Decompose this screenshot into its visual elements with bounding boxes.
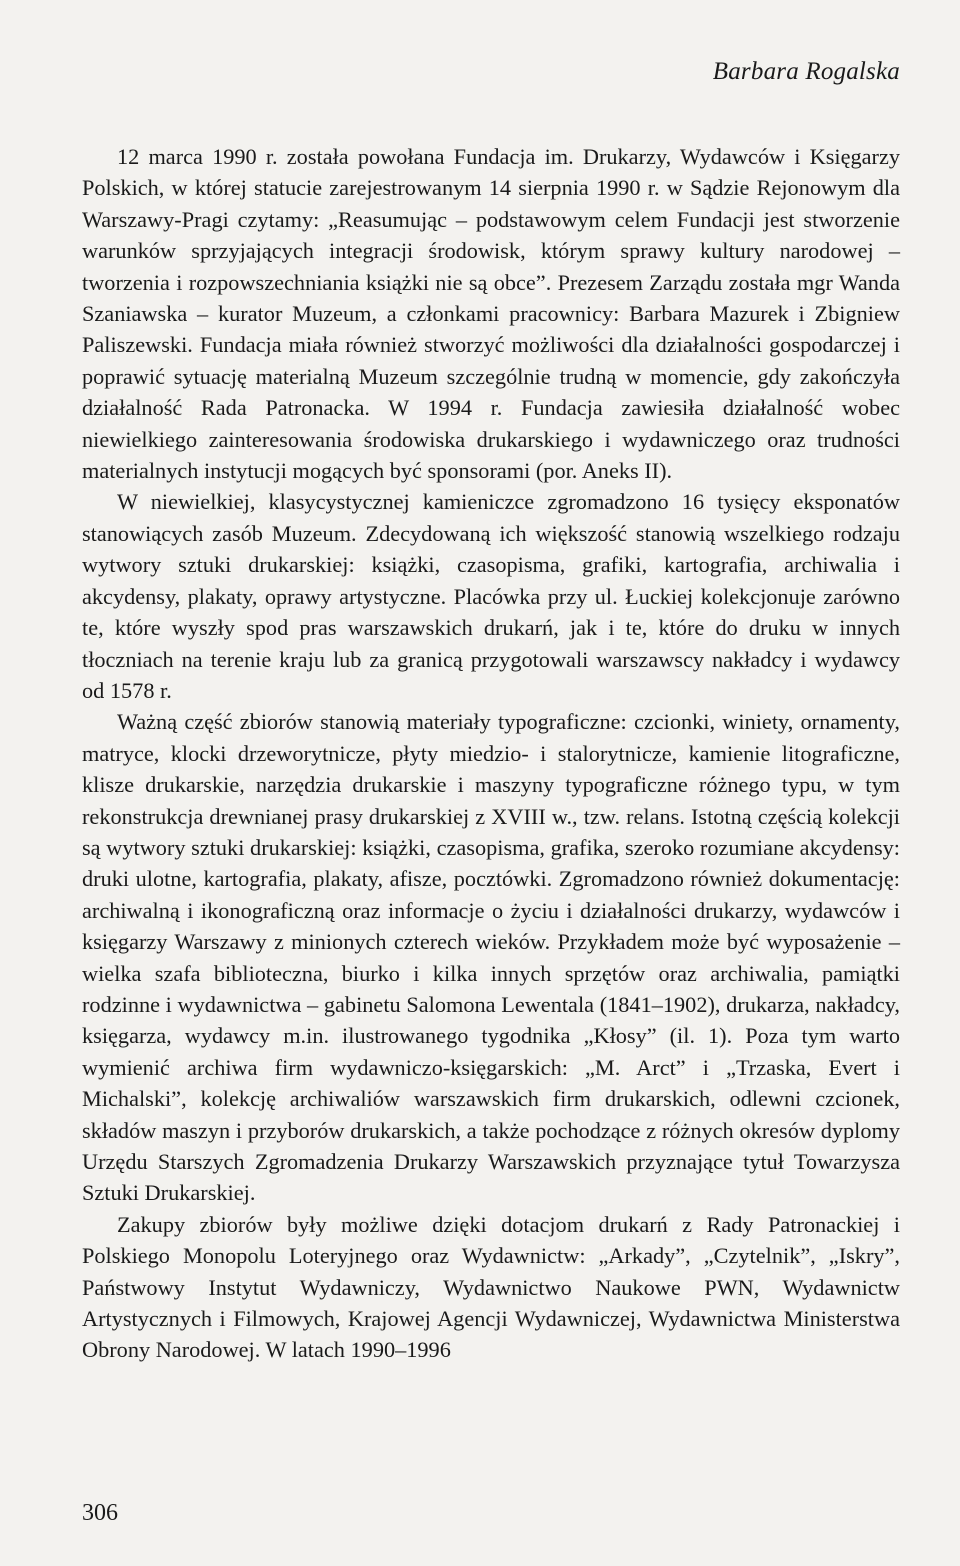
page-number: 306 xyxy=(82,1500,118,1526)
paragraph-1: 12 marca 1990 r. została powołana Fundacja im. Drukarzy, Wydawców i Księgarzy Polskich, w której statucie zarejestrowanym 14 sierpnia 1990 r. w Sądzie Rejonowym dla Warszawy-Pragi czytamy: „Reasumując – podstawowym celem Fundacji jest stworzenie warunków sprzyjających integracji środowisk, którym sprawy kultury narodowej – tworzenia i rozpowszechniania książki nie są obce”. Prezesem Zarządu została mgr Wanda Szaniawska – kurator Muzeum, a członkami pracownicy: Barbara Mazurek i Zbigniew Paliszewski. Fundacja miała również stworzyć możliwości dla działalności gospodarczej i poprawić sytuację materialną Muzeum szczególnie trudną w momencie, gdy zakończyła działalność Rada Patronacka. W 1994 r. Fundacja zawiesiła działalność wobec niewielkiego zainteresowania środowiska drukarskiego i wydawniczego oraz trudności materialnych instytucji mogących być sponsorami (por. Aneks II). xyxy=(82,144,900,484)
body-text xyxy=(82,141,900,1366)
running-head-author: Barbara Rogalska xyxy=(712,58,900,85)
paragraph-4: Zakupy zbiorów były możliwe dzięki dotacjom drukarń z Rady Patronackiej i Polskiego Monopolu Loteryjnego oraz Wydawnictw: „Arkady”, „Czytelnik”, „Iskry”, Państwowy Instytut Wydawniczy, Wydawnictwo Naukowe PWN, Wydawnictw Artystycznych i Filmowych, Krajowej Agencji Wydawniczej, Wydawnictwa Ministerstwa Obrony Narodowej. W latach 1990–1996 xyxy=(82,1211,900,1363)
paragraph-3: Ważną część zbiorów stanowią materiały typograficzne: czcionki, winiety, ornamenty, matryce, klocki drzeworytnicze, płyty miedzio- i stalorytnicze, kamienie litograficzne, klisze drukarskie, narzędzia drukarskie i maszyny typograficzne różnego typu, w tym rekonstrukcja drewnianej prasy drukarskiej z XVIII w., tzw. relans. Istotną częścią kolekcji są wytwory sztuki drukarskiej: książki, czasopisma, grafika, szeroko rozumiane akcydensy: druki ulotne, kartografia, plakaty, afisze, pocztówki. Zgromadzono również dokumentację: archiwalną i ikonograficzną oraz informacje o życiu i działalności drukarzy, wydawców i księgarzy Warszawy z minionych czterech wieków. Przykładem może być wyposażenie – wielka szafa biblioteczna, biurko i kilka innych sprzętów oraz archiwalia, pamiątki rodzinne i wydawnictwa – gabinetu Salomona Lewentala (1841–1902), drukarza, nakładcy, księgarza, wydawcy m.in. ilustrowanego tygodnika „Kłosy” (il. 1). Poza tym warto wymienić archiwa firm wydawniczo-księgarskich: „M. Arct” i „Trzaska, Evert i Michalski”, kolekcję archiwaliów warszawskich firm drukarskich, odlewni czcionek, składów maszyn i przyborów drukarskich, a także pochodzące z różnych okresów dyplomy Urzędu Starszych Zgromadzenia Drukarzy Warszawskich przyznające tytuł Towarzysza Sztuki Drukarskiej. xyxy=(82,709,900,1206)
paragraph-2: W niewielkiej, klasycystycznej kamieniczce zgromadzono 16 tysięcy eksponatów stanowiących zasób Muzeum. Zdecydowaną ich większość stanowią wszelkiego rodzaju wytwory sztuki drukarskiej: książki, czasopisma, grafiki, kartografia, archiwalia i akcydensy, plakaty, oprawy artystyczne. Placówka przy ul. Łuckiej kolekcjonuje zarówno te, które wyszły spod pras warszawskich drukarń, jak i te, które do druku w innych tłoczniach na terenie kraju lub za granicą przygotowali warszawscy nakładcy i wydawcy od 1578 r. xyxy=(82,489,900,703)
